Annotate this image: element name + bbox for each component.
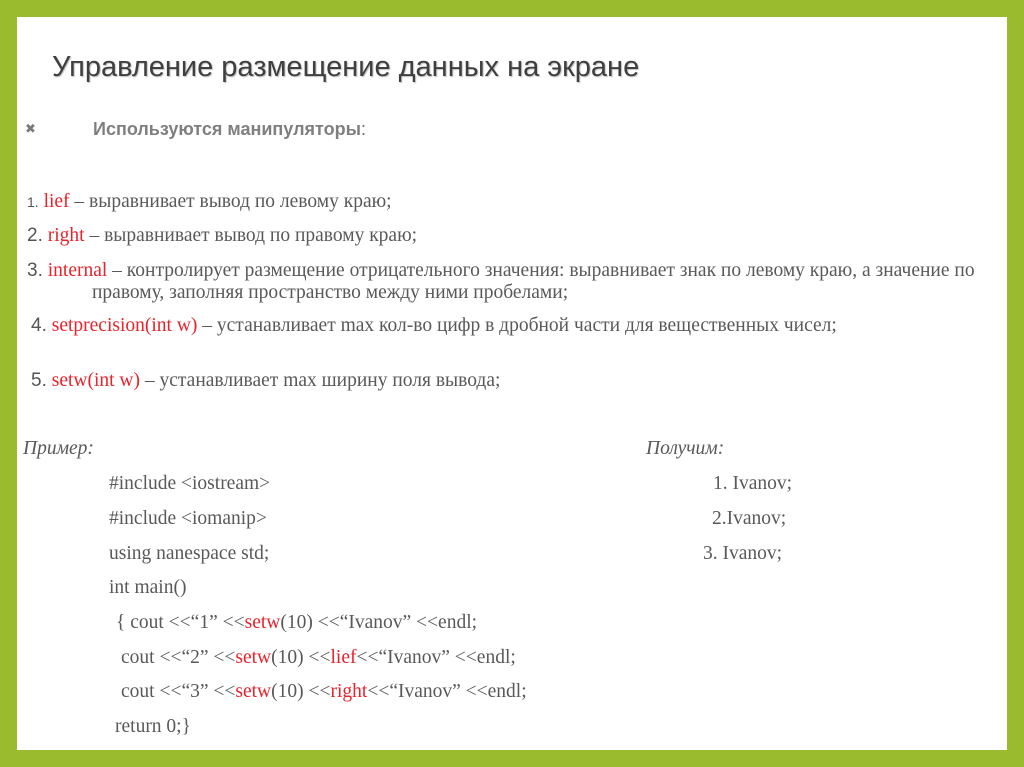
item-number: 2. — [27, 225, 43, 246]
code-line: #include <iomanip> — [109, 508, 267, 529]
code-line — [116, 612, 477, 634]
slide — [17, 17, 1007, 750]
item-number: 3. — [27, 260, 43, 281]
subtitle-text: Используются манипуляторы — [93, 119, 361, 139]
list-item — [27, 191, 997, 213]
code-keyword: setw — [244, 612, 281, 633]
output-line: 3. Ivanov; — [703, 543, 783, 564]
item-number: 5. — [31, 370, 47, 391]
subtitle — [93, 119, 366, 140]
list-item — [31, 315, 971, 337]
list-item — [27, 225, 997, 247]
code-line — [121, 647, 516, 669]
output-line: 1. Ivanov; — [713, 473, 793, 494]
code-text: cout <<“2” << — [121, 647, 236, 668]
item-keyword: right — [47, 225, 85, 246]
item-keyword: internal — [47, 260, 108, 281]
item-description: – устанавливает max кол-во цифр в дробной части для вещественных чисел; — [197, 315, 837, 336]
code-text: (10) << — [271, 681, 331, 702]
item-description: – устанавливает max ширину поля вывода; — [140, 370, 501, 391]
slide-title: Управление размещение данных на экране — [52, 51, 640, 83]
result-label: Получим: — [646, 438, 725, 459]
code-line: #include <iostream> — [109, 473, 271, 494]
code-text: cout <<“3” << — [121, 681, 236, 702]
x-mark-icon: ✖ — [25, 122, 36, 137]
code-text: { cout <<“1” << — [116, 612, 245, 633]
item-keyword: setw(int w) — [51, 370, 141, 391]
item-number: 4. — [31, 315, 47, 336]
item-number: 1. — [27, 194, 39, 210]
list-item — [27, 260, 997, 304]
example-label: Пример: — [23, 438, 94, 459]
code-text: (10) << — [271, 647, 331, 668]
item-keyword: setprecision(int w) — [51, 315, 198, 336]
code-line: using nanespace std; — [109, 543, 270, 564]
code-keyword: lief — [330, 647, 357, 668]
code-keyword: right — [330, 681, 368, 702]
code-text: <<“Ivanov” <<endl; — [367, 681, 527, 702]
item-description: – контролирует размещение отрицательного значения: выравнивает знак по левому краю, а значение по правому, заполняя пространство между ними пробелами; — [92, 260, 975, 303]
code-keyword: setw — [235, 681, 272, 702]
item-description: – выравнивает вывод по правому краю; — [84, 225, 418, 246]
code-keyword: setw — [235, 647, 272, 668]
item-description: – выравнивает вывод по левому краю; — [69, 191, 392, 212]
code-text: (10) <<“Ivanov” <<endl; — [280, 612, 478, 633]
code-text: <<“Ivanov” <<endl; — [356, 647, 516, 668]
code-line: int main() — [109, 577, 187, 598]
subtitle-colon: : — [360, 119, 366, 139]
list-item — [31, 370, 991, 392]
item-keyword: lief — [43, 191, 70, 212]
output-line: 2.Ivanov; — [712, 508, 787, 529]
code-line: return 0;} — [115, 716, 191, 737]
code-line — [121, 681, 527, 703]
